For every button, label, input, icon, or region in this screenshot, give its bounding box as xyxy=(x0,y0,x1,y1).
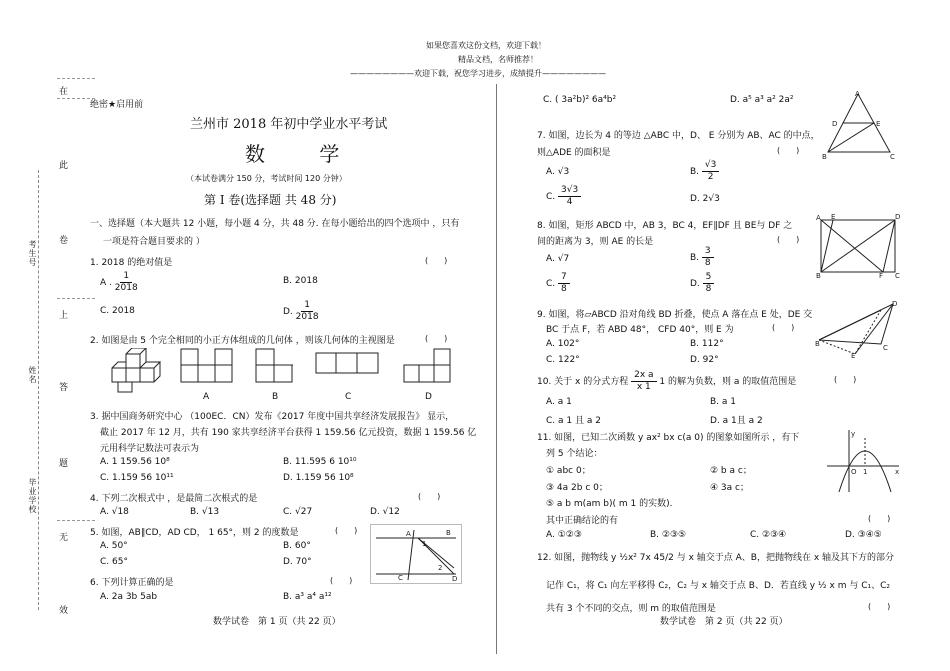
section-title: 第 I 卷(选择题 共 48 分) xyxy=(204,193,337,207)
label-x: x xyxy=(895,468,900,476)
exam-title: 兰州市 2018 年初中学业水平考试 xyxy=(190,117,388,132)
margin-word: 卷 xyxy=(59,236,69,246)
q10-option-d: D. a 1且 a 2 xyxy=(710,416,763,426)
q8-figure xyxy=(815,214,901,278)
q5-option-c: C. 65° xyxy=(100,557,128,567)
fraction: $\frac{3}{8}$ xyxy=(702,246,714,269)
question-12-line-2: 记作 C₁，将 C₁ 向左平移得 C₂，C₂ 与 x 轴交于点 B、D．若直线 y ½ x m 与 C₁、C₂ xyxy=(546,581,890,591)
footer-page-2: 数学试卷 第 2 页（共 22 页） xyxy=(660,617,788,627)
q1-option-d: D. $\frac{1}{2018}$ xyxy=(283,300,319,322)
school-label: 毕业学校 xyxy=(28,478,37,514)
q4-option-c: C. √27 xyxy=(283,507,313,517)
header-line-1: 如果您喜欢这份文档，欢迎下载！ xyxy=(426,41,546,50)
question-8-line-2: 间的距离为 3，则 AE 的长是 xyxy=(537,237,654,247)
label-b: B xyxy=(816,272,821,278)
q7-option-b: B. $\frac{√3}{2}$ xyxy=(690,160,719,183)
header-line-2: 精品文档，名师推荐！ xyxy=(458,55,538,64)
q7-option-a: A. √3 xyxy=(546,167,570,177)
margin-word: 题 xyxy=(59,459,69,469)
q10-option-a: A. a 1 xyxy=(546,397,572,407)
q2-view-d xyxy=(403,348,451,384)
question-8-line-1: 8. 如图，矩形 ABCD 中，AB 3，BC 4，EF∥DF 且 BE与 DF 之 xyxy=(537,221,793,231)
answer-paren: ( ) xyxy=(868,514,891,523)
margin-word: 答 xyxy=(59,383,69,393)
q9-option-c: C. 122° xyxy=(546,355,580,365)
label-c: C xyxy=(398,574,403,582)
label-b: B xyxy=(822,153,827,160)
header-line-3: ————————欢迎下载，祝您学习进步，成绩提升———————— xyxy=(350,69,606,78)
label-b: B xyxy=(815,340,820,348)
q11-statement-3: ③ 4a 2b c 0； xyxy=(546,483,608,493)
name-label: 姓名 xyxy=(28,366,37,384)
label-one: 1 xyxy=(863,468,868,476)
margin-word: 在 xyxy=(59,87,69,97)
q2-option-d: D xyxy=(425,392,432,402)
answer-paren: ( ) xyxy=(772,323,795,332)
fraction: $\frac{1}{2018}$ xyxy=(295,300,319,322)
q9-option-d: D. 92° xyxy=(690,355,719,365)
answer-paren: ( ) xyxy=(777,235,800,244)
q3-option-c: C. 1.159 56 10¹¹ xyxy=(100,473,174,483)
fraction: $\frac{3√3}{4}$ xyxy=(558,185,581,208)
question-3-line-1: 3. 据中国商务研究中心 （100EC．CN）发布《2017 年度中国共享经济发展报告》 显示， xyxy=(90,412,455,422)
margin-word: 效 xyxy=(59,606,69,616)
fraction: $\frac{7}{8}$ xyxy=(558,272,570,295)
q11-question: 其中正确结论的有 xyxy=(546,516,619,526)
question-11-line-2: 列 5 个结论： xyxy=(546,449,603,459)
margin-dash xyxy=(57,520,95,521)
label-d: D xyxy=(452,575,458,583)
answer-paren: ( ) xyxy=(834,375,857,384)
instruction-line-2: 一项是符合题目要求的 ） xyxy=(103,237,205,247)
q2-option-c: C xyxy=(345,392,352,402)
question-3-line-3: 元用科学记数法可表示为 xyxy=(100,444,200,454)
fraction: $\frac{5}{8}$ xyxy=(703,272,715,295)
q11-statement-5: ⑤ a b m(am b)( m 1 的实数). xyxy=(546,499,673,509)
secret-label: 绝密★启用前 xyxy=(90,100,144,110)
question-5: 5. 如图，AB∥CD，AD CD， 1 65°，则 2 的度数是 xyxy=(90,528,299,538)
exam-no-label: 考生号 xyxy=(28,240,37,267)
answer-paren: ( ) xyxy=(418,492,441,501)
q11-parabola-figure xyxy=(825,428,901,494)
question-7-line-1: 7. 如图，边长为 4 的等边 △ABC 中，D、 E 分别为 AB、AC 的中点， xyxy=(537,131,820,141)
q3-option-a: A. 1 159.56 10⁸ xyxy=(100,457,170,467)
label-c: C xyxy=(895,272,900,278)
binding-line xyxy=(38,170,39,610)
question-9-line-2: BC 于点 F，若 ABD 48°， CFD 40°，则 E 为 xyxy=(546,325,734,335)
label-b: B xyxy=(446,529,451,537)
margin-dash xyxy=(57,78,95,79)
answer-paren: ( ) xyxy=(330,576,353,585)
q8-option-d: D. $\frac{5}{8}$ xyxy=(690,272,714,295)
answer-paren: ( ) xyxy=(868,602,891,611)
label-y: y xyxy=(851,430,856,438)
margin-dash xyxy=(57,298,95,299)
q9-figure xyxy=(815,300,901,358)
subject-title: 数 学 xyxy=(245,142,364,166)
margin-word: 此 xyxy=(59,161,69,171)
question-10: 10. 关于 x 的分式方程 $\frac{\text{2x a}}{x 1}$ 1 的解为负数，则 a 的取值范围是 xyxy=(537,370,797,392)
angle-2: 2 xyxy=(438,564,443,572)
fraction: $\frac{\text{2x a}}{x 1}$ xyxy=(631,370,656,393)
q11-statement-1: ① abc 0； xyxy=(546,466,591,476)
footer-page-1: 数学试卷 第 1 页（共 22 页） xyxy=(213,617,341,627)
q6-option-c: C. ( 3a²b)² 6a⁴b² xyxy=(543,95,617,105)
q5-option-a: A. 50° xyxy=(100,541,128,551)
fraction: $\frac{√3}{2}$ xyxy=(702,160,719,183)
instruction-line-1: 一、选择题（本大题共 12 小题，每小题 4 分，共 48 分. 在每小题给出的四个选项中 ，只有 xyxy=(90,219,460,229)
q11-option-d: D. ③④⑤ xyxy=(845,530,882,540)
q7-option-d: D. 2√3 xyxy=(690,194,720,204)
q4-option-a: A. √18 xyxy=(100,507,129,517)
q11-option-a: A. ①②③ xyxy=(546,530,582,540)
q4-option-d: D. √12 xyxy=(370,507,400,517)
label-d: D xyxy=(895,214,901,221)
question-11-line-1: 11. 如图，已知二次函数 y ax² bx c(a 0) 的图象如图所示 ，有下 xyxy=(537,433,800,443)
q10-option-c: C. a 1 且 a 2 xyxy=(546,416,601,426)
q2-option-a: A xyxy=(203,392,210,402)
q5-option-d: D. 70° xyxy=(283,557,312,567)
label-a: A xyxy=(406,530,411,538)
q7-figure xyxy=(820,90,898,160)
q7-option-c: C. $\frac{3√3}{4}$ xyxy=(546,185,581,208)
question-1: 1. 2018 的绝对值是 xyxy=(90,258,173,268)
column-divider xyxy=(496,84,497,654)
q3-option-d: D. 1.159 56 10⁸ xyxy=(283,473,354,483)
q9-option-b: B. 112° xyxy=(690,339,724,349)
q5-figure xyxy=(370,524,462,584)
margin-word: 上 xyxy=(59,311,69,321)
q8-option-c: C. $\frac{7}{8}$ xyxy=(546,272,570,295)
question-12-line-1: 12. 如图，抛物线 y ½x² 7x 45/2 与 x 轴交于点 A、B，把抛物线在 x 轴及其下方的部分 xyxy=(537,553,895,563)
q11-statement-4: ④ 3a c； xyxy=(710,483,749,493)
label-d: D xyxy=(832,120,838,128)
exam-info: （本试卷满分 150 分，考试时间 120 分钟） xyxy=(186,174,347,183)
q4-option-b: B. √13 xyxy=(190,507,220,517)
label-e: E xyxy=(851,352,856,358)
q8-option-a: A. √7 xyxy=(546,254,570,264)
answer-paren: ( ) xyxy=(335,526,358,535)
q6-option-b: B. a³ a⁴ a¹² xyxy=(283,592,332,602)
question-6: 6. 下列计算正确的是 xyxy=(90,578,174,588)
q2-option-b: B xyxy=(272,392,279,402)
q9-option-a: A. 102° xyxy=(546,339,580,349)
label-a: A xyxy=(855,90,860,98)
label-e: E xyxy=(876,120,881,128)
q1-option-c: C. 2018 xyxy=(100,306,135,316)
q11-statement-2: ② b a c； xyxy=(710,466,752,476)
q8-option-b: B. $\frac{3}{8}$ xyxy=(690,246,714,269)
answer-paren: ( ) xyxy=(425,334,448,343)
question-4: 4. 下列二次根式中 ，是最简二次根式的是 xyxy=(90,494,258,504)
label-c: C xyxy=(883,344,888,352)
fraction: $\frac{1}{2018}$ xyxy=(114,271,138,293)
question-12-line-3: 共有 3 个不同的交点，则 m 的取值范围是 xyxy=(546,604,716,614)
q2-solid-figure xyxy=(110,348,170,398)
question-9-line-1: 9. 如图，将▱ABCD 沿对角线 BD 折叠，使点 A 落在点 E 处，DE 交 xyxy=(537,310,813,320)
label-a: A xyxy=(816,214,821,222)
q2-view-c xyxy=(315,352,379,374)
answer-paren: ( ) xyxy=(777,146,800,155)
question-2: 2. 如图是由 5 个完全相同的小正方体组成的几何体 ，则该几何体的主视图是 xyxy=(90,336,395,346)
q1-option-a: A . $\frac{1}{2018}$ xyxy=(100,271,138,293)
q11-option-c: C. ②③④ xyxy=(750,530,787,540)
label-c: C xyxy=(890,153,895,160)
q1-option-b: B. 2018 xyxy=(283,276,318,286)
q2-view-b xyxy=(255,348,295,384)
q6-option-a: A. 2a 3b 5ab xyxy=(100,592,158,602)
q6-option-d: D. a⁵ a³ a² 2a² xyxy=(730,95,794,105)
question-7-line-2: 则△ADE 的面积是 xyxy=(537,148,611,158)
answer-paren: ( ) xyxy=(425,256,448,265)
label-d: D xyxy=(892,300,898,308)
angle-1: 1 xyxy=(422,540,427,548)
label-f: F xyxy=(879,272,884,278)
margin-word: 无 xyxy=(59,533,69,543)
q10-option-b: B. a 1 xyxy=(710,397,736,407)
question-3-line-2: 截止 2017 年 12 月，共有 190 家共享经济平台获得 1 159.56 亿元投资，数据 1 159.56 亿 xyxy=(100,428,477,438)
label-e: E xyxy=(831,214,836,221)
label-o: O xyxy=(851,468,857,476)
q2-view-a xyxy=(180,348,234,384)
q3-option-b: B. 11.595 6 10¹⁰ xyxy=(283,457,357,467)
q11-option-b: B. ②③⑤ xyxy=(650,530,687,540)
q5-option-b: B. 60° xyxy=(283,541,311,551)
